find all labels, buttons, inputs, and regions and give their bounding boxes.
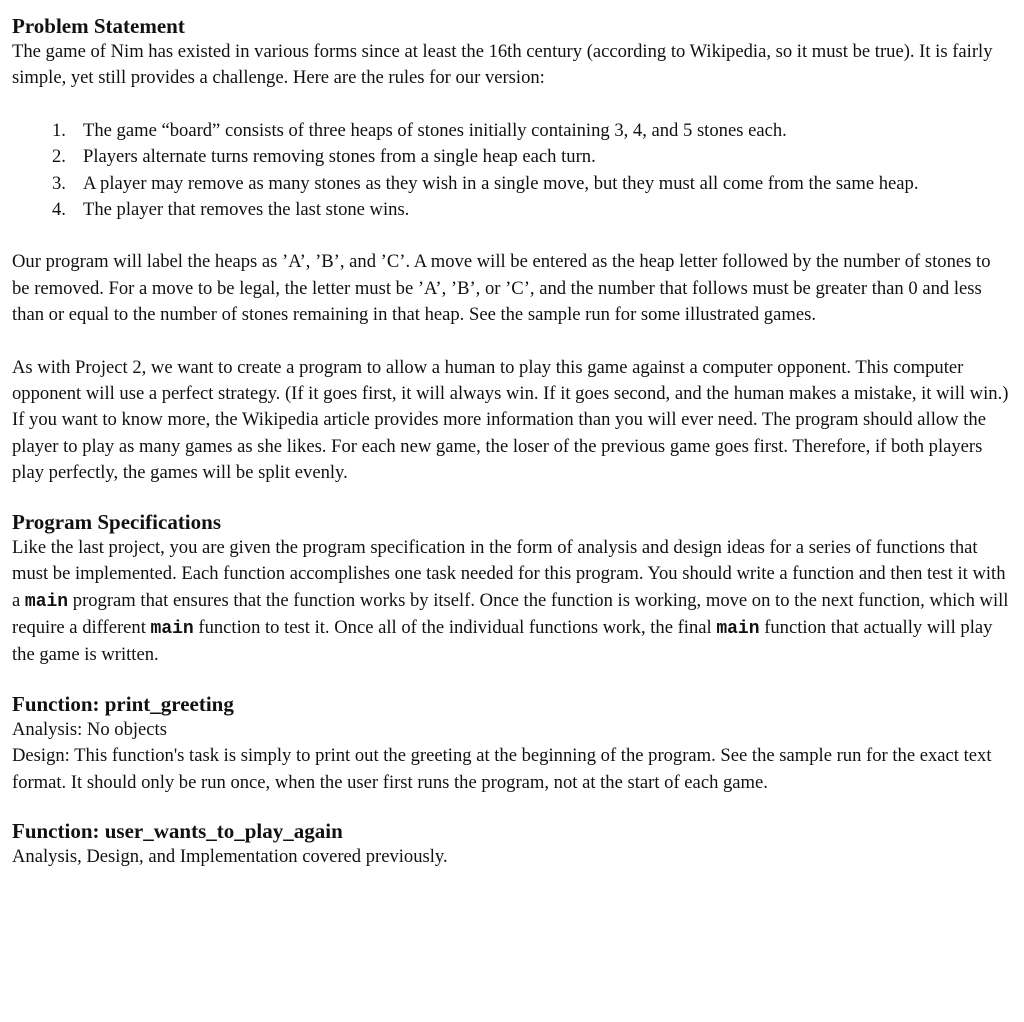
project-description-paragraph: As with Project 2, we want to create a program to allow a human to play this game against a computer opponent. This computer opponent will use a perfect strategy. (If it goes first, it will always win. If it goes second, and the human makes a mistake, it will win.) If you want to know more, the Wikipedia article provides more information than you will ever need. The program should allow the player to play as many games as she likes. For each new game, the loser of the previous game goes first. Therefore, if both players play perfectly, the games will be split evenly.	[12, 356, 1009, 484]
main-code: main	[716, 618, 760, 639]
rule-text: The player that removes the last stone wins.	[83, 199, 410, 221]
rule-item	[12, 197, 1012, 223]
print-greeting-design: Design: This function's task is simply to print out the greeting at the beginning of the program. See the sample run for the exact text format. It should only be run once, when the user first runs the program, not at the start of each game.	[12, 745, 992, 793]
program-specifications-heading: Program Specifications	[12, 509, 221, 534]
rule-item	[12, 144, 1012, 170]
print-greeting-analysis: Analysis: No objects	[12, 718, 167, 740]
play-again-heading: Function: user_wants_to_play_again	[12, 818, 343, 843]
rule-text: Players alternate turns removing stones from a single heap each turn.	[83, 146, 596, 168]
play-again-analysis: Analysis, Design, and Implementation covered previously.	[12, 845, 448, 867]
problem-intro-paragraph: The game of Nim has existed in various forms since at least the 16th century (according to Wikipedia, so it must be true). It is fairly simple, yet still provides a challenge. Here are the rules for our version:	[12, 41, 993, 89]
problem-statement-heading: Problem Statement	[12, 14, 185, 38]
rule-item	[12, 118, 1012, 144]
heap-labels-paragraph: Our program will label the heaps as ’A’, ’B’, and ’C’. A move will be entered as the heap letter followed by the number of stones to be removed. For a move to be legal, the letter must be ’A’, ’B’, or ’C’, and the number that follows must be greater than 0 and less than or equal to the number of stones remaining in that heap. See the sample run for some illustrated games.	[12, 251, 991, 326]
rule-number: 3.	[52, 172, 66, 194]
main-code: main	[150, 618, 194, 639]
rule-number: 1.	[52, 119, 66, 141]
document-page	[12, 13, 1012, 870]
rule-item	[12, 171, 1012, 197]
spec-text: function that actually will play the game is written.	[12, 616, 993, 666]
spec-text: program that ensures that the function works by itself. Once the function is working, move on to the next function, which will require a different	[12, 589, 1009, 638]
main-code: main	[24, 591, 69, 612]
print-greeting-heading: Function: print_greeting	[12, 691, 234, 716]
rules-list	[12, 118, 1012, 224]
rule-number: 4.	[52, 199, 66, 221]
spec-text: Like the last project, you are given the program specification in the form of analysis and design ideas for a series of functions that must be implemented. Each function accomplishes one task needed for this program. You should write a function and then test it with a	[12, 536, 1006, 611]
rule-text: The game “board” consists of three heaps of stones initially containing 3, 4, and 5 stones each.	[83, 119, 787, 141]
rule-number: 2.	[52, 146, 66, 168]
spec-text: function to test it. Once all of the individual functions work, the final	[193, 616, 717, 638]
specifications-paragraph	[12, 535, 1012, 669]
rule-text: A player may remove as many stones as they wish in a single move, but they must all come from the same heap.	[83, 172, 919, 194]
